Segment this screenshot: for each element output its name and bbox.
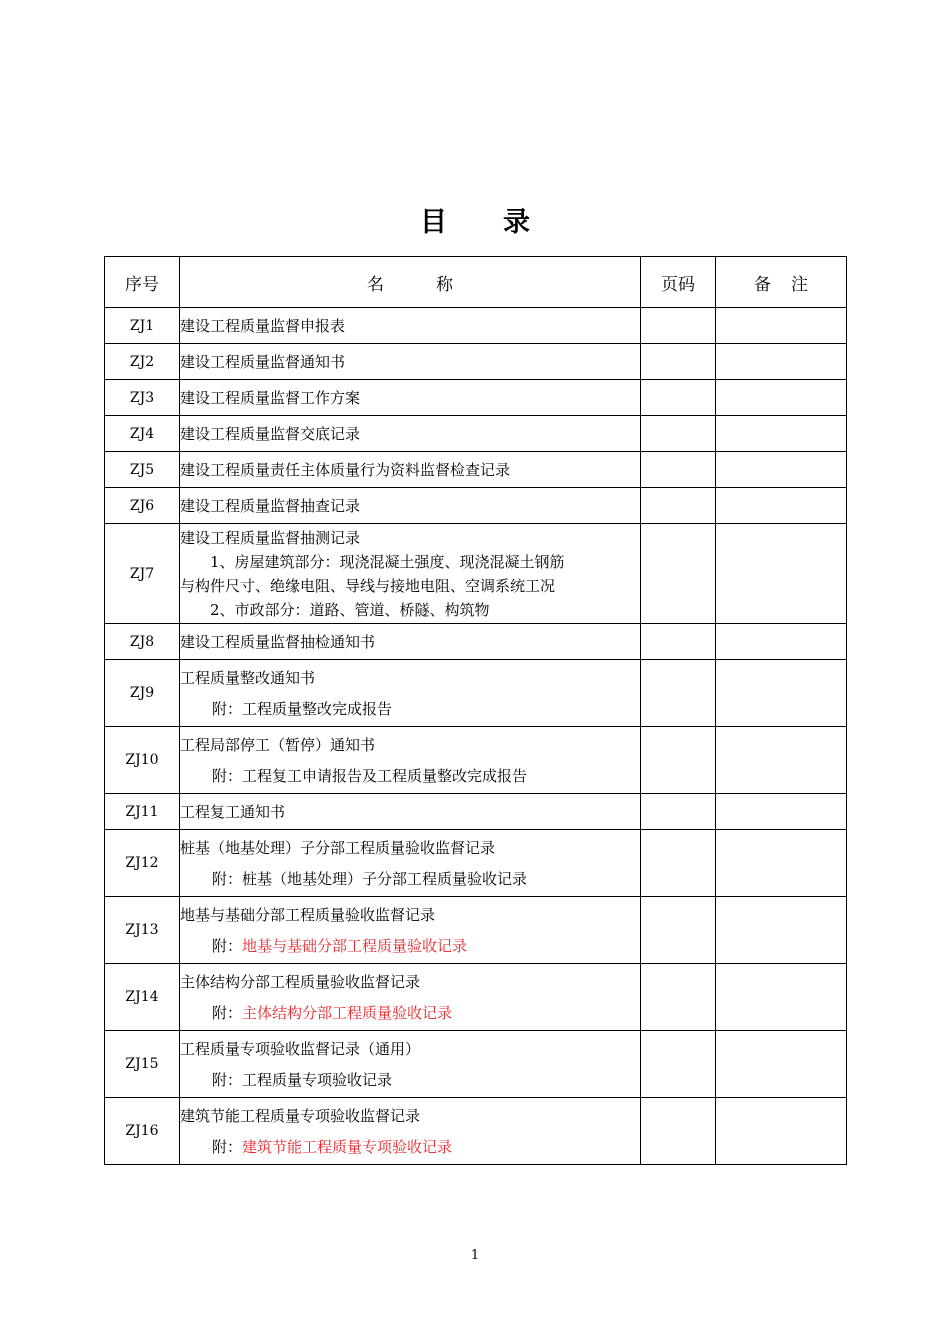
- table-row: [105, 452, 847, 488]
- item-page-cell: [641, 660, 716, 727]
- item-number: ZJ14: [105, 964, 180, 1031]
- header-name: [180, 257, 641, 308]
- item-name-line: 地基与基础分部工程质量验收监督记录: [180, 905, 436, 924]
- item-name: [180, 897, 641, 964]
- attachment-title: 桩基（地基处理）子分部工程质量验收记录: [242, 869, 528, 888]
- item-page-cell: [641, 344, 716, 380]
- item-number: ZJ13: [105, 897, 180, 964]
- item-number: ZJ16: [105, 1098, 180, 1165]
- item-number: ZJ11: [105, 794, 180, 830]
- item-number: ZJ6: [105, 488, 180, 524]
- item-remark-cell: [716, 660, 847, 727]
- item-name-line: 建设工程质量监督抽检通知书: [180, 632, 376, 651]
- item-remark-cell: [716, 1031, 847, 1098]
- table-row: [105, 624, 847, 660]
- item-name-line: 建筑节能工程质量专项验收监督记录: [180, 1106, 421, 1125]
- item-remark-cell: [716, 524, 847, 624]
- item-number: ZJ12: [105, 830, 180, 897]
- item-number: ZJ15: [105, 1031, 180, 1098]
- attachment-title: 地基与基础分部工程质量验收记录: [242, 936, 468, 955]
- item-page-cell: [641, 1031, 716, 1098]
- item-remark-cell: [716, 897, 847, 964]
- table-row: [105, 660, 847, 727]
- table-row: [105, 416, 847, 452]
- item-name: [180, 488, 641, 524]
- item-remark-cell: [716, 964, 847, 1031]
- item-remark-cell: [716, 380, 847, 416]
- header-no: 序号: [105, 257, 180, 308]
- attachment-prefix: 附：: [212, 869, 243, 888]
- item-number: ZJ2: [105, 344, 180, 380]
- item-name-line: 工程局部停工（暂停）通知书: [180, 735, 376, 754]
- table-row: [105, 964, 847, 1031]
- item-name-line: 与构件尺寸、绝缘电阻、导线与接地电阻、空调系统工况: [180, 576, 556, 595]
- attachment-prefix: 附：: [212, 1070, 243, 1089]
- item-name: [180, 830, 641, 897]
- item-name: [180, 624, 641, 660]
- item-name: [180, 1031, 641, 1098]
- item-page-cell: [641, 624, 716, 660]
- attachment-title: 工程质量整改完成报告: [242, 699, 393, 718]
- item-name-line: 建设工程质量监督交底记录: [180, 424, 361, 443]
- item-name: [180, 794, 641, 830]
- item-remark-cell: [716, 624, 847, 660]
- item-attachment: [180, 1068, 640, 1092]
- table-row: [105, 344, 847, 380]
- item-name: [180, 1098, 641, 1165]
- table-row: [105, 1031, 847, 1098]
- title-char-2: 录: [503, 207, 530, 238]
- item-number: ZJ5: [105, 452, 180, 488]
- contents-table: [104, 256, 847, 1165]
- item-attachment: [180, 1001, 640, 1025]
- item-name-line: 建设工程质量监督抽测记录: [180, 528, 361, 547]
- item-name-line: 工程复工通知书: [180, 802, 286, 821]
- contents-body: [105, 308, 847, 1165]
- item-page-cell: [641, 380, 716, 416]
- item-attachment: [180, 867, 640, 891]
- item-page-cell: [641, 1098, 716, 1165]
- item-number: ZJ4: [105, 416, 180, 452]
- item-remark-cell: [716, 344, 847, 380]
- item-name: [180, 344, 641, 380]
- table-row: [105, 830, 847, 897]
- item-number: ZJ1: [105, 308, 180, 344]
- attachment-prefix: 附：: [212, 1003, 243, 1022]
- item-remark-cell: [716, 308, 847, 344]
- item-attachment: [180, 764, 640, 788]
- item-remark-cell: [716, 727, 847, 794]
- item-number: ZJ10: [105, 727, 180, 794]
- item-name-line: 建设工程质量监督工作方案: [180, 388, 361, 407]
- attachment-title: 主体结构分部工程质量验收记录: [242, 1003, 453, 1022]
- item-page-cell: [641, 308, 716, 344]
- item-page-cell: [641, 452, 716, 488]
- item-page-cell: [641, 897, 716, 964]
- item-name-line: 建设工程质量责任主体质量行为资料监督检查记录: [180, 460, 511, 479]
- item-number: ZJ3: [105, 380, 180, 416]
- header-row: [105, 257, 847, 308]
- item-name-line: 桩基（地基处理）子分部工程质量验收监督记录: [180, 838, 496, 857]
- table-row: [105, 794, 847, 830]
- item-number: ZJ7: [105, 524, 180, 624]
- header-name-2: 称: [436, 274, 453, 295]
- item-name-line: 主体结构分部工程质量验收监督记录: [180, 972, 421, 991]
- item-name: [180, 964, 641, 1031]
- title-char-1: 目: [420, 207, 447, 238]
- item-name-line: 1、房屋建筑部分：现浇混凝土强度、现浇混凝土钢筋: [210, 552, 565, 571]
- item-name-line: 建设工程质量监督申报表: [180, 316, 346, 335]
- header-remark-2: 注: [791, 274, 808, 295]
- item-name: [180, 416, 641, 452]
- item-number: ZJ8: [105, 624, 180, 660]
- item-name: [180, 308, 641, 344]
- attachment-title: 工程质量专项验收记录: [242, 1070, 393, 1089]
- item-page-cell: [641, 416, 716, 452]
- attachment-prefix: 附：: [212, 1137, 243, 1156]
- item-page-cell: [641, 524, 716, 624]
- item-name: [180, 452, 641, 488]
- item-name: [180, 660, 641, 727]
- item-remark-cell: [716, 488, 847, 524]
- item-name-line: 工程质量整改通知书: [180, 668, 316, 687]
- page-title: [0, 200, 950, 239]
- item-remark-cell: [716, 1098, 847, 1165]
- attachment-title: 建筑节能工程质量专项验收记录: [242, 1137, 453, 1156]
- header-remark-1: 备: [754, 274, 771, 295]
- page-number: 1: [470, 1248, 480, 1263]
- item-page-cell: [641, 727, 716, 794]
- item-number: ZJ9: [105, 660, 180, 727]
- attachment-prefix: 附：: [212, 936, 243, 955]
- item-name: [180, 524, 641, 624]
- table-row: [105, 897, 847, 964]
- attachment-prefix: 附：: [212, 766, 243, 785]
- attachment-prefix: 附：: [212, 699, 243, 718]
- item-name-line: 建设工程质量监督通知书: [180, 352, 346, 371]
- header-page: 页码: [641, 257, 716, 308]
- item-attachment: [180, 697, 640, 721]
- item-page-cell: [641, 794, 716, 830]
- item-name-line: 2、市政部分：道路、管道、桥隧、构筑物: [210, 600, 490, 619]
- item-page-cell: [641, 488, 716, 524]
- table-row: [105, 524, 847, 624]
- table-row: [105, 380, 847, 416]
- item-name-line: 工程质量专项验收监督记录（通用）: [180, 1039, 421, 1058]
- item-name: [180, 380, 641, 416]
- item-attachment: [180, 1135, 640, 1159]
- header-name-1: 名: [367, 274, 384, 295]
- item-remark-cell: [716, 830, 847, 897]
- item-name: [180, 727, 641, 794]
- item-remark-cell: [716, 416, 847, 452]
- item-name-line: 建设工程质量监督抽查记录: [180, 496, 361, 515]
- item-attachment: [180, 934, 640, 958]
- table-row: [105, 1098, 847, 1165]
- item-remark-cell: [716, 452, 847, 488]
- attachment-title: 工程复工申请报告及工程质量整改完成报告: [242, 766, 528, 785]
- item-page-cell: [641, 964, 716, 1031]
- item-remark-cell: [716, 794, 847, 830]
- table-row: [105, 727, 847, 794]
- item-page-cell: [641, 830, 716, 897]
- header-remark: [716, 257, 847, 308]
- table-row: [105, 308, 847, 344]
- table-row: [105, 488, 847, 524]
